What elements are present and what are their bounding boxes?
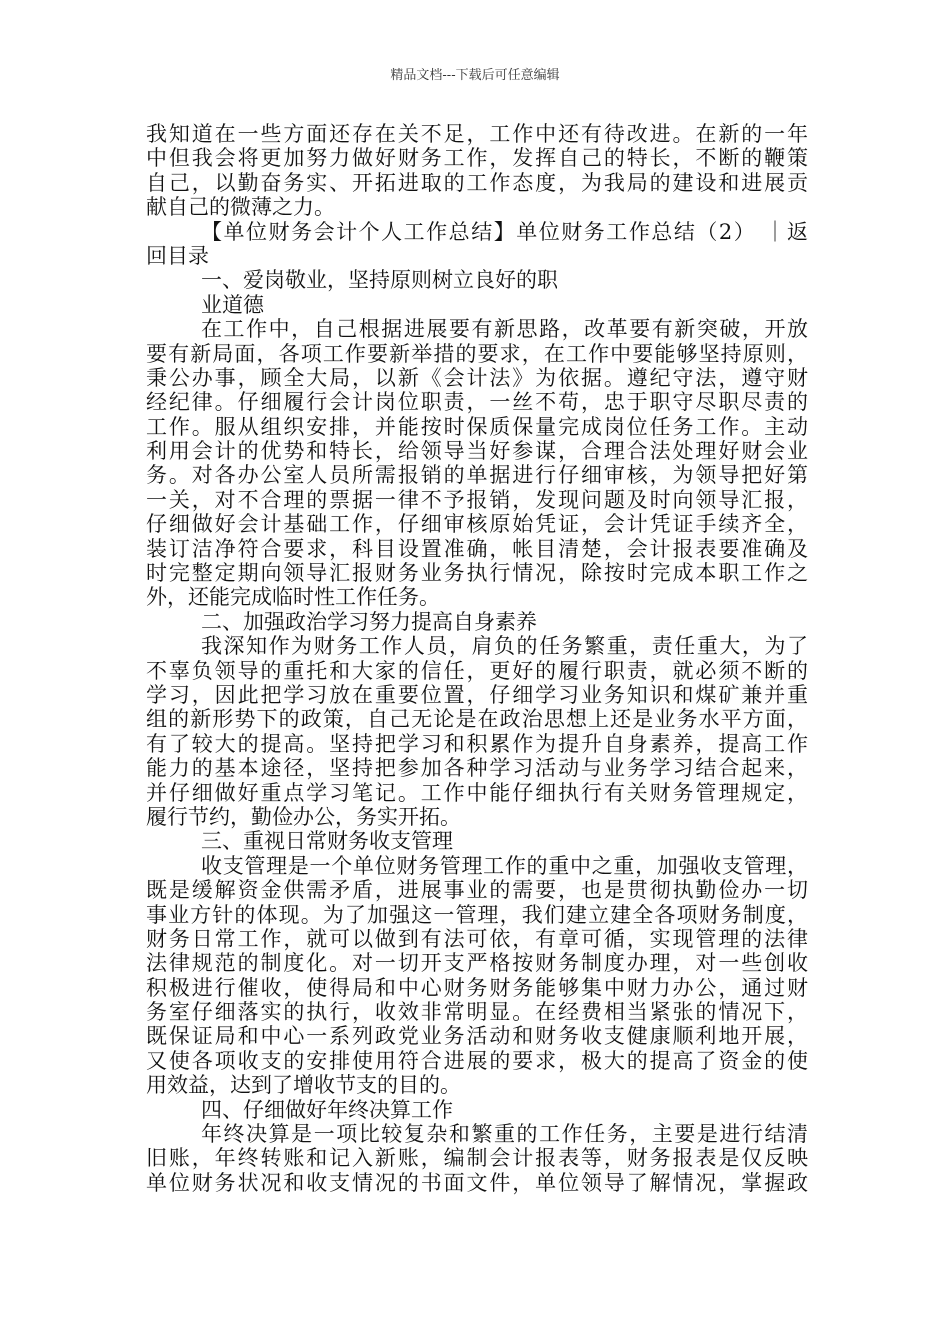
text-line: 既是缓解资金供需矛盾，进展事业的需要，也是贯彻执勤俭办一切 <box>146 878 808 903</box>
text-line: 履行节约，勤俭办公，务实开拓。 <box>146 804 461 829</box>
text-line: 在工作中，自己根据进展要有新思路，改革要有新突破，开放 <box>201 317 808 342</box>
text-line: 我知道在一些方面还存在关不足，工作中还有待改进。在新的一年 <box>146 122 808 146</box>
text-line: 一关，对不合理的票据一律不予报销，发现问题及时向领导汇报， <box>146 487 808 512</box>
text-line: 献自己的微薄之力。 <box>146 195 335 220</box>
text-line: 二、加强政治学习努力提高自身素养 <box>201 609 537 634</box>
text-line: 用效益，达到了增收节支的目的。 <box>146 1073 461 1098</box>
text-line: 要有新局面，各项工作要新举措的要求，在工作中要能够坚持原则， <box>146 341 808 366</box>
text-line: 务。对各办公室人员所需报销的单据进行仔细审核，为领导把好第 <box>146 463 808 488</box>
text-line: 财务日常工作，就可以做到有法可依，有章可循，实现管理的法律 <box>146 926 808 951</box>
text-line: 一、爱岗敬业，坚持原则树立良好的职 <box>201 268 558 293</box>
text-line: 年终决算是一项比较复杂和繁重的工作任务，主要是进行结清 <box>201 1122 808 1147</box>
text-line: 外，还能完成临时性工作任务。 <box>146 585 440 610</box>
text-line: 组的新形势下的政策，自己无论是在政治思想上还是业务水平方面， <box>146 707 808 732</box>
document-body <box>146 122 808 1195</box>
text-line: 秉公办事，顾全大局，以新《会计法》为依据。遵纪守法，遵守财 <box>146 365 808 390</box>
text-line: 四、仔细做好年终决算工作 <box>201 1097 453 1122</box>
text-line: 又使各项收支的安排使用符合进展的要求，极大的提高了资金的使 <box>146 1048 808 1073</box>
text-line: 法律规范的制度化。对一切开支严格按财务制度办理，对一些创收 <box>146 951 808 976</box>
text-line: 经纪律。仔细履行会计岗位职责，一丝不苟，忠于职守尽职尽责的 <box>146 390 808 415</box>
text-line: 三、重视日常财务收支管理 <box>201 829 453 854</box>
text-line: 业道德 <box>201 292 264 317</box>
text-line: 回目录 <box>146 243 209 268</box>
text-line: 事业方针的体现。为了加强这一管理，我们建立建全各项财务制度， <box>146 902 808 927</box>
text-line: 利用会计的优势和特长，给领导当好参谋，合理合法处理好财会业 <box>146 439 808 464</box>
text-line: 既保证局和中心一系列政党业务活动和财务收支健康顺利地开展， <box>146 1024 808 1049</box>
text-line: 仔细做好会计基础工作，仔细审核原始凭证，会计凭证手续齐全， <box>146 512 808 537</box>
text-line: 时完整定期向领导汇报财务业务执行情况，除按时完成本职工作之 <box>146 561 808 586</box>
text-line: 装订洁净符合要求，科目设置准确，帐目清楚，会计报表要准确及 <box>146 536 808 561</box>
text-line: 务室仔细落实的执行，收效非常明显。在经费相当紧张的情况下， <box>146 1000 808 1025</box>
text-line: 积极进行催收，使得局和中心财务财务能够集中财力办公，通过财 <box>146 975 808 1000</box>
text-line: 【单位财务会计个人工作总结】单位财务工作总结（2） ｜返 <box>201 219 808 244</box>
text-line: 中但我会将更加努力做好财务工作，发挥自己的特长，不断的鞭策 <box>146 146 808 171</box>
text-line: 旧账，年终转账和记入新账，编制会计报表等，财务报表是仅反映 <box>146 1146 808 1171</box>
text-line: 收支管理是一个单位财务管理工作的重中之重，加强收支管理， <box>201 853 808 878</box>
text-line: 不辜负领导的重托和大家的信任，更好的履行职责，就必须不断的 <box>146 658 808 683</box>
text-line: 能力的基本途径，坚持把参加各种学习活动与业务学习结合起来， <box>146 756 808 781</box>
page-header: 精品文档---下载后可任意编辑 <box>390 68 560 83</box>
text-line: 我深知作为财务工作人员，肩负的任务繁重，责任重大，为了 <box>201 634 808 659</box>
text-line: 学习，因此把学习放在重要位置，仔细学习业务知识和煤矿兼并重 <box>146 682 808 707</box>
text-line: 有了较大的提高。坚持把学习和积累作为提升自身素养，提高工作 <box>146 731 808 756</box>
text-line: 工作。服从组织安排，并能按时保质保量完成岗位任务工作。主动 <box>146 414 808 439</box>
text-line: 自己，以勤奋务实、开拓进取的工作态度，为我局的建设和进展贡 <box>146 170 808 195</box>
text-line: 单位财务状况和收支情况的书面文件，单位领导了解情况，掌握政 <box>146 1170 808 1195</box>
text-line: 并仔细做好重点学习笔记。工作中能仔细执行有关财务管理规定， <box>146 780 808 805</box>
